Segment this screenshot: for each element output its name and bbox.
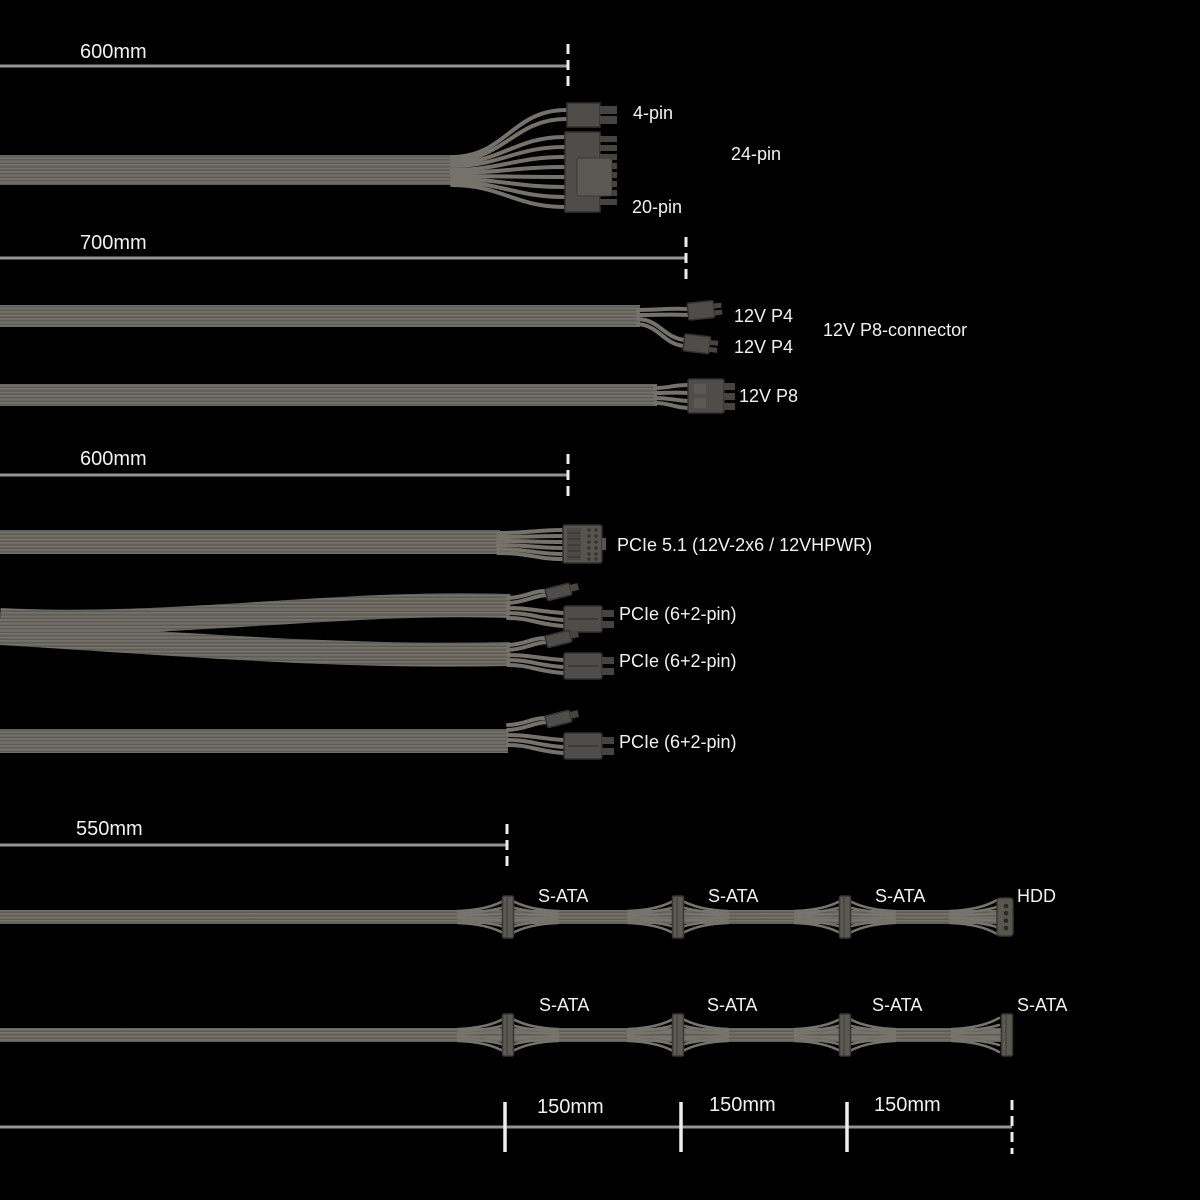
sata-chain1-label-3: S-ATA	[875, 886, 926, 906]
cpu-p8-callout-label: 12V P8-connector	[823, 320, 968, 340]
atx-fan-wires	[452, 110, 566, 207]
atx-4pin-label: 4-pin	[633, 103, 674, 123]
cpu-p4-branch-wires	[638, 309, 688, 346]
segment-label-1: 150mm	[537, 1096, 604, 1118]
pcie-ribbon-cable-2	[0, 633, 510, 655]
sata-end-connector	[1002, 1014, 1013, 1056]
sata-connector	[503, 896, 514, 938]
pcie-6plus2-connector-2	[508, 628, 614, 679]
pcie-ribbon-cable-3	[0, 729, 508, 753]
pcie-section	[0, 448, 872, 759]
atx-section	[0, 41, 781, 217]
pcie-label-3: PCIe (6+2-pin)	[619, 732, 737, 752]
sata-section	[0, 818, 1067, 1154]
cpu-length-label: 700mm	[80, 232, 147, 254]
cpu-p8-fan-wires	[655, 385, 688, 408]
sata-chain1-label-1: S-ATA	[538, 886, 589, 906]
sata-chain2-label-3: S-ATA	[872, 995, 923, 1015]
cpu-p4-bottom-label: 12V P4	[734, 337, 794, 357]
sata-length-label: 550mm	[76, 818, 143, 840]
sata-connector	[840, 896, 851, 938]
atx-20pin-connector	[565, 132, 617, 212]
pcie5-fan-wires	[498, 530, 564, 559]
sata-chain1-label-2: S-ATA	[708, 886, 759, 906]
sata-connector	[503, 1014, 514, 1056]
atx-4pin-connector	[567, 103, 617, 127]
pcie5-ribbon-cable	[0, 530, 500, 554]
atx-length-label: 600mm	[80, 41, 147, 63]
cpu-p4p4-ribbon-cable	[0, 305, 640, 327]
cpu-section	[0, 232, 967, 413]
cpu-p8-label: 12V P8	[739, 386, 799, 406]
pcie5-label: PCIe 5.1 (12V-2x6 / 12VHPWR)	[617, 535, 873, 555]
pcie-6plus2-connector-3	[508, 708, 614, 759]
pcie-6plus2-connector-1	[508, 581, 614, 632]
sata-chain2-label-2: S-ATA	[707, 995, 758, 1015]
pcie5-12vhpwr-connector	[563, 525, 606, 563]
sata-connector	[840, 1014, 851, 1056]
segment-label-3: 150mm	[874, 1094, 941, 1116]
pcie-label-1: PCIe (6+2-pin)	[619, 604, 737, 624]
hdd-connector	[997, 898, 1013, 936]
cpu-p8-ribbon-cable	[0, 384, 657, 406]
cpu-p8-connector	[688, 379, 735, 413]
cpu-p4-connector-top	[687, 300, 723, 320]
sata-connector	[673, 1014, 684, 1056]
hdd-label: HDD	[1017, 886, 1056, 906]
pcie-label-2: PCIe (6+2-pin)	[619, 651, 737, 671]
sata-chain2-label-4: S-ATA	[1017, 995, 1068, 1015]
cpu-p4-connector-bottom	[683, 334, 719, 355]
sata-segment-ruler	[0, 1100, 1012, 1154]
sata-connector	[673, 896, 684, 938]
sata-chain2-label-1: S-ATA	[539, 995, 590, 1015]
pcie-ribbon-cable-1	[0, 605, 510, 622]
pcie-length-label: 600mm	[80, 448, 147, 470]
cpu-p4-top-label: 12V P4	[734, 306, 794, 326]
atx-24pin-label: 24-pin	[731, 144, 782, 164]
atx-ribbon-cable	[0, 155, 453, 185]
segment-label-2: 150mm	[709, 1094, 776, 1116]
atx-20pin-label: 20-pin	[632, 197, 683, 217]
